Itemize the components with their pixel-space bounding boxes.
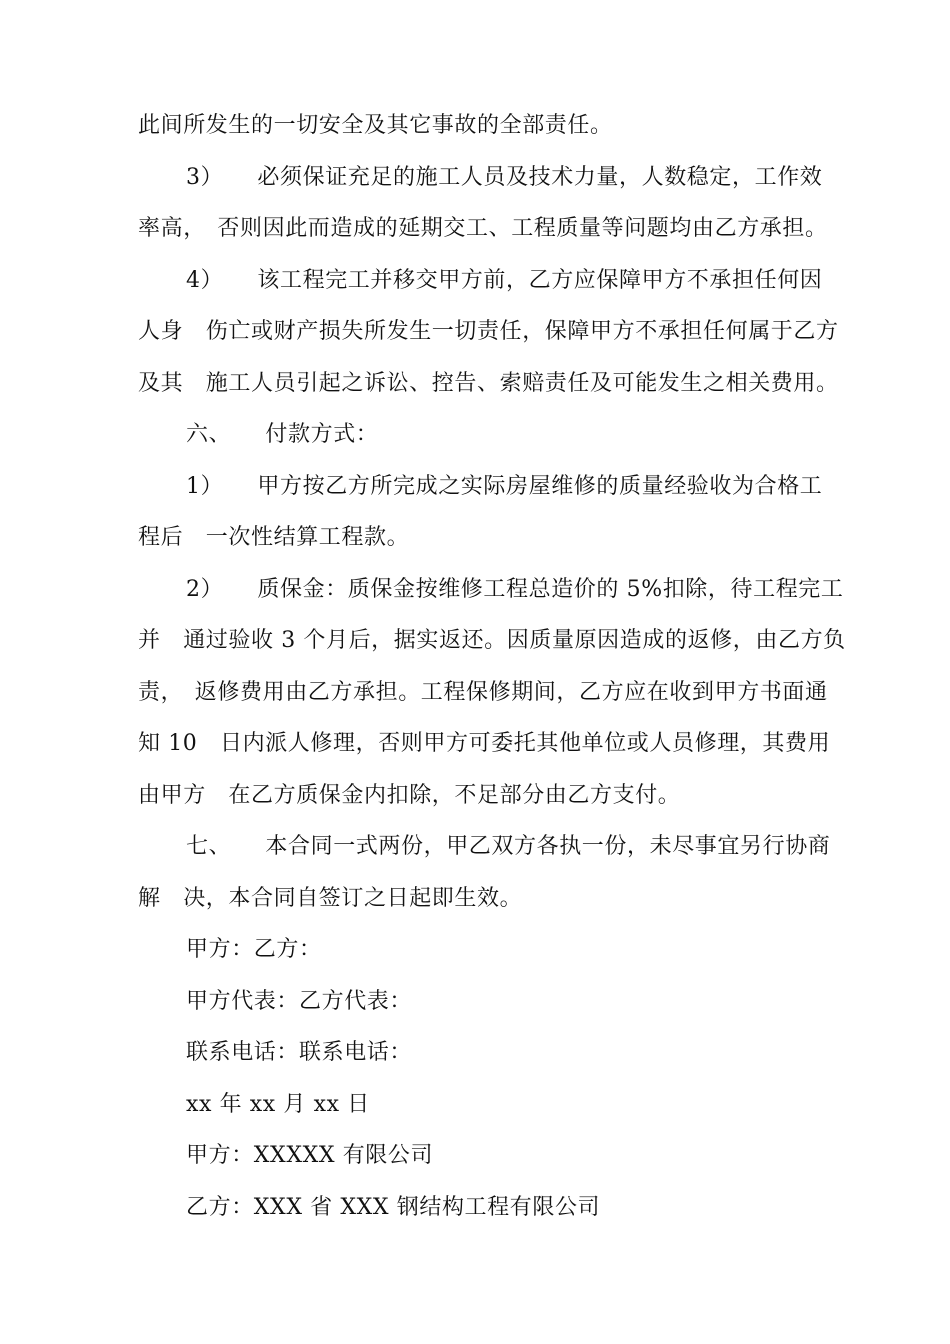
party-a-company-line: 甲方：XXXXX 有限公司 [186, 1143, 434, 1168]
signature-representative-line: 甲方代表：乙方代表： [186, 989, 413, 1014]
paragraph-line: 此间所发生的一切安全及其它事故的全部责任。 [138, 113, 613, 138]
paragraph-line: 责， 返修费用由乙方承担。工程保修期间，乙方应在收到甲方书面通 [138, 680, 828, 705]
paragraph-line: 程后 一次性结算工程款。 [138, 525, 410, 550]
clause-3-line: 3） 必须保证充足的施工人员及技术力量，人数稳定，工作效 [186, 165, 823, 190]
paragraph-line: 解 决，本合同自签订之日起即生效。 [138, 886, 523, 911]
section-6-heading: 六、 付款方式： [186, 422, 379, 447]
paragraph-line: 人身 伤亡或财产损失所发生一切责任，保障甲方不承担任何属于乙方 [138, 319, 839, 344]
paragraph-line: 及其 施工人员引起之诉讼、控告、索赔责任及可能发生之相关费用。 [138, 371, 839, 396]
signature-phone-line: 联系电话：联系电话： [186, 1040, 413, 1065]
paragraph-line: 知 10 日内派人修理，否则甲方可委托其他单位或人员修理，其费用 [138, 731, 831, 756]
clause-1-line: 1） 甲方按乙方所完成之实际房屋维修的质量经验收为合格工 [186, 474, 823, 499]
paragraph-line: 率高， 否则因此而造成的延期交工、工程质量等问题均由乙方承担。 [138, 216, 828, 241]
paragraph-line: 并 通过验收 3 个月后，据实返还。因质量原因造成的返修，由乙方负 [138, 628, 846, 653]
clause-4-line: 4） 该工程完工并移交甲方前，乙方应保障甲方不承担任何因 [186, 268, 823, 293]
section-7-line: 七、 本合同一式两份，甲乙双方各执一份，未尽事宜另行协商 [186, 834, 831, 859]
party-b-company-line: 乙方：XXX 省 XXX 钢结构工程有限公司 [186, 1195, 601, 1220]
clause-2-line: 2） 质保金：质保金按维修工程总造价的 5%扣除，待工程完工 [186, 577, 844, 602]
paragraph-line: 由甲方 在乙方质保金内扣除，不足部分由乙方支付。 [138, 783, 681, 808]
signature-date-line: xx 年 xx 月 xx 日 [186, 1092, 370, 1117]
signature-party-line: 甲方：乙方： [186, 937, 322, 962]
